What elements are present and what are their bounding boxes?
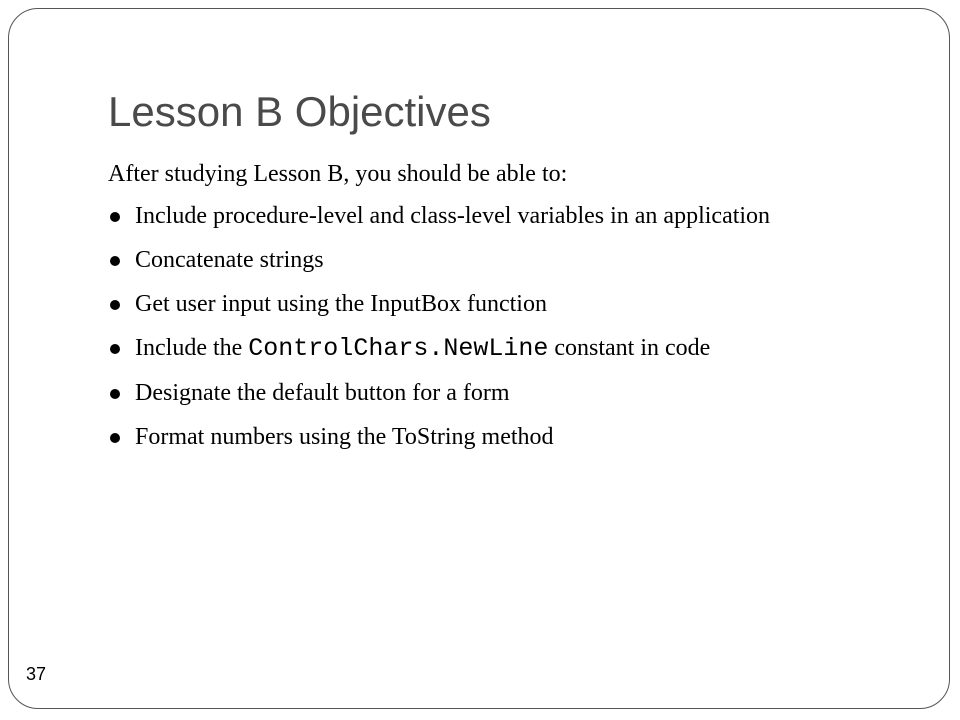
list-item (108, 423, 868, 451)
bullet-text: Designate the default button for a form (135, 380, 510, 406)
bullet-text-before: Include the (135, 335, 249, 361)
bullet-icon (110, 389, 120, 399)
intro-text: After studying Lesson B, you should be able to: (108, 161, 568, 187)
bullet-icon (110, 212, 120, 222)
list-item (108, 246, 868, 274)
bullet-text: Format numbers using the ToString method (135, 424, 554, 450)
bullet-text: Include procedure-level and class-level variables in an application (135, 203, 771, 229)
bullet-icon (110, 256, 120, 266)
list-item (108, 290, 868, 318)
list-item (108, 379, 868, 407)
bullet-text-after: constant in code (548, 335, 711, 361)
bullet-icon (110, 433, 120, 443)
list-item (108, 334, 868, 363)
list-item (108, 202, 868, 230)
bullet-text: Get user input using the InputBox function (135, 291, 547, 317)
objectives-list (108, 202, 868, 451)
slide-number: 37 (26, 664, 47, 684)
slide-title: Lesson B Objectives (108, 88, 491, 135)
bullet-text: Concatenate strings (135, 247, 324, 273)
bullet-icon (110, 344, 120, 354)
code-text: ControlChars.NewLine (248, 334, 549, 363)
slide-body (108, 160, 868, 467)
bullet-icon (110, 300, 120, 310)
